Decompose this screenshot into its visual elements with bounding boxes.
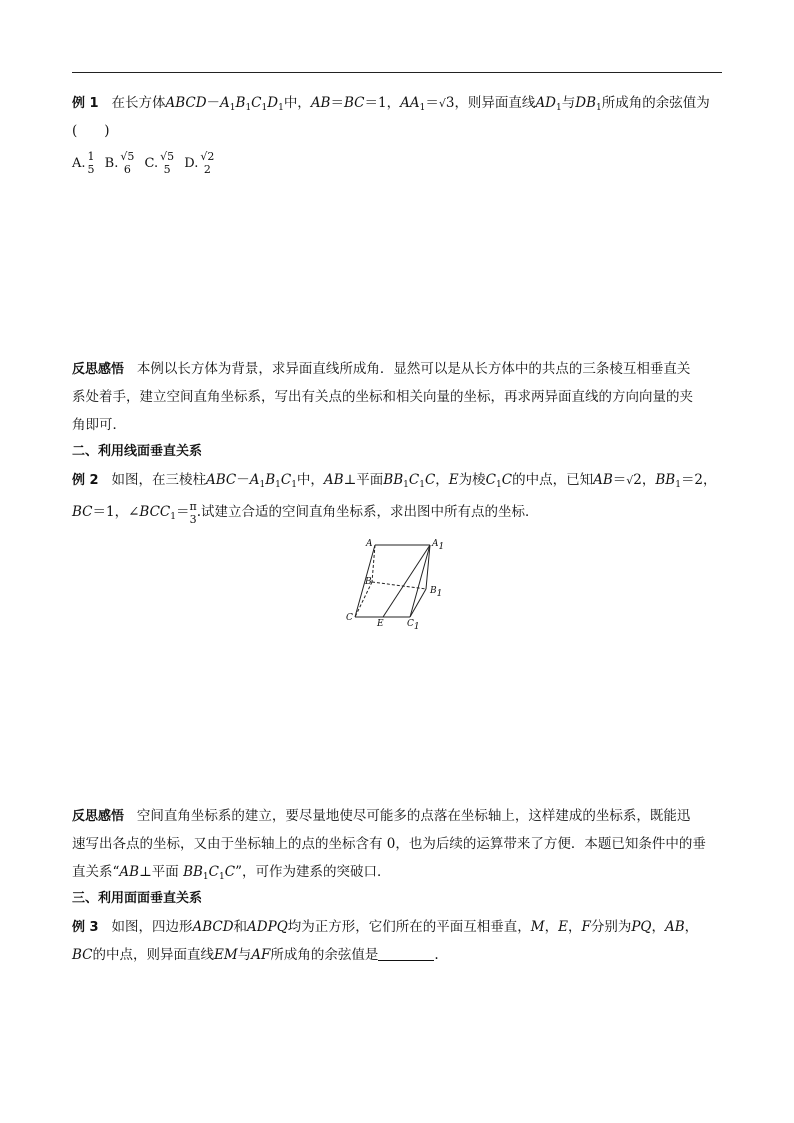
option-c[interactable]: C. √5 5 xyxy=(144,150,175,176)
example-3: 例 3 如图，四边形ABCD和ADPQ均为正方形，它们所在的平面互相垂直，M，E，F分别为PQ，AB， xyxy=(72,919,699,935)
example-3-line-2: BC的中点，则异面直线EM与AF所成角的余弦值是 . xyxy=(72,947,439,963)
reflection-1-line-2: 系处着手，建立空间直角坐标系，写出有关点的坐标和相关向量的坐标，再求两异面直线的方向向量的夹 xyxy=(72,389,693,405)
example-1: 例 1 在长方体$ABCD-A_1B_1C_1D_1$中，AB＝BC＝1，$AA_1=√3$，则异面直线$AD_1$与$DB_1$所成角的余弦值为 xyxy=(72,95,710,113)
label-E: E xyxy=(377,619,384,629)
reflection-1-line-1: 反思感悟 本例以长方体为背景，求异面直线所成角．显然可以是从长方体中的共点的三条棱互相垂直关 xyxy=(72,361,691,377)
label-C: C xyxy=(346,613,353,623)
example-2-line-2: BC＝1，$\angle BCC_1=$ π 3 .试建立合适的空间直角坐标系，求出图中所有点的坐标． xyxy=(72,499,539,526)
example-2-label: 例 2 xyxy=(72,473,99,488)
prism-figure xyxy=(340,535,460,635)
reflection-1-line-3: 角即可． xyxy=(72,417,126,433)
option-d[interactable]: D. √2 2 xyxy=(184,150,215,176)
reflection-2-label: 反思感悟 xyxy=(72,809,125,824)
top-rule xyxy=(72,72,722,73)
reflection-2-line-3: 直关系“AB⊥平面 $BB_1C_1C$”，可作为建系的突破口． xyxy=(72,864,391,882)
label-A: A xyxy=(366,539,373,549)
label-B1: $B_1$ xyxy=(430,586,443,599)
option-b[interactable]: B. √5 6 xyxy=(104,150,135,176)
answer-blank[interactable] xyxy=(378,946,434,961)
label-B: B xyxy=(365,577,372,587)
example-2: 例 2 如图，在三棱柱$ABC-A_1B_1C_1$中，AB⊥平面$BB_1C_1C$，E为棱$C_1C$的中点，已知AB＝√2，$BB_1=2$， xyxy=(72,472,717,490)
label-A1: $A_1$ xyxy=(432,539,445,552)
section-2-heading: 二、利用线面垂直关系 xyxy=(72,444,203,459)
example-1-label: 例 1 xyxy=(72,96,99,111)
label-C1: $C_1$ xyxy=(407,619,420,632)
answer-options xyxy=(72,150,220,176)
example-3-label: 例 3 xyxy=(72,920,99,935)
reflection-2-line-2: 速写出各点的坐标，又由于坐标轴上的点的坐标含有 0，也为后续的运算带来了方便．本题已知条件中的垂 xyxy=(72,836,706,852)
reflection-2-line-1: 反思感悟 空间直角坐标系的建立，要尽量地使尽可能多的点落在坐标轴上，这样建成的坐标系，既能迅 xyxy=(72,808,691,824)
section-3-heading: 三、利用面面垂直关系 xyxy=(72,891,203,906)
reflection-1-label: 反思感悟 xyxy=(72,362,125,377)
option-a[interactable]: A. 1 5 xyxy=(72,150,95,176)
example-1-paren: ( ) xyxy=(72,123,110,139)
